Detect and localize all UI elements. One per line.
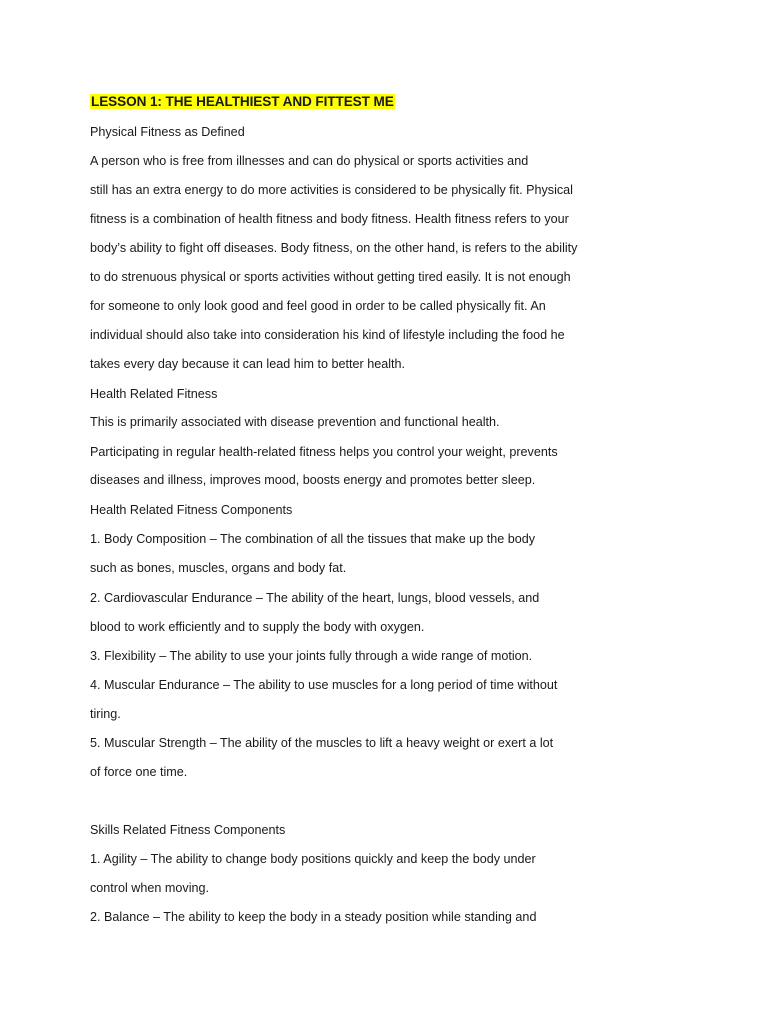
- lesson-title-line: [90, 94, 395, 110]
- text-line: blood to work efficiently and to supply the body with oxygen.: [90, 620, 425, 634]
- text-line: diseases and illness, improves mood, boosts energy and promotes better sleep.: [90, 473, 536, 487]
- text-line: tiring.: [90, 707, 121, 721]
- text-line: Health Related Fitness: [90, 387, 218, 401]
- text-line: Health Related Fitness Components: [90, 503, 293, 517]
- text-line: 3. Flexibility – The ability to use your joints fully through a wide range of motion.: [90, 649, 533, 663]
- text-line: takes every day because it can lead him to better health.: [90, 357, 406, 371]
- text-line: 2. Cardiovascular Endurance – The ability of the heart, lungs, blood vessels, and: [90, 591, 540, 605]
- text-line: for someone to only look good and feel good in order to be called physically fit. An: [90, 299, 546, 313]
- text-line: 1. Agility – The ability to change body positions quickly and keep the body under: [90, 852, 536, 866]
- text-line: This is primarily associated with disease prevention and functional health.: [90, 415, 500, 429]
- text-line: individual should also take into consideration his kind of lifestyle including the food he: [90, 328, 565, 342]
- text-line: Skills Related Fitness Components: [90, 823, 286, 837]
- text-line: Participating in regular health-related fitness helps you control your weight, prevents: [90, 445, 558, 459]
- text-line: such as bones, muscles, organs and body fat.: [90, 561, 347, 575]
- text-line: 5. Muscular Strength – The ability of the muscles to lift a heavy weight or exert a lot: [90, 736, 554, 750]
- text-line: Physical Fitness as Defined: [90, 125, 245, 139]
- text-line: of force one time.: [90, 765, 188, 779]
- text-line: to do strenuous physical or sports activities without getting tired easily. It is not enough: [90, 270, 571, 284]
- text-line: control when moving.: [90, 881, 210, 895]
- text-line: still has an extra energy to do more activities is considered to be physically fit. Physical: [90, 183, 573, 197]
- text-line: 2. Balance – The ability to keep the body in a steady position while standing and: [90, 910, 537, 924]
- text-line: fitness is a combination of health fitness and body fitness. Health fitness refers to your: [90, 212, 569, 226]
- text-line: A person who is free from illnesses and can do physical or sports activities and: [90, 154, 529, 168]
- text-line: 1. Body Composition – The combination of all the tissues that make up the body: [90, 532, 536, 546]
- text-line: body’s ability to fight off diseases. Body fitness, on the other hand, is refers to the ability: [90, 241, 578, 255]
- lesson-title: LESSON 1: THE HEALTHIEST AND FITTEST ME: [91, 94, 394, 109]
- text-line: 4. Muscular Endurance – The ability to use muscles for a long period of time without: [90, 678, 558, 692]
